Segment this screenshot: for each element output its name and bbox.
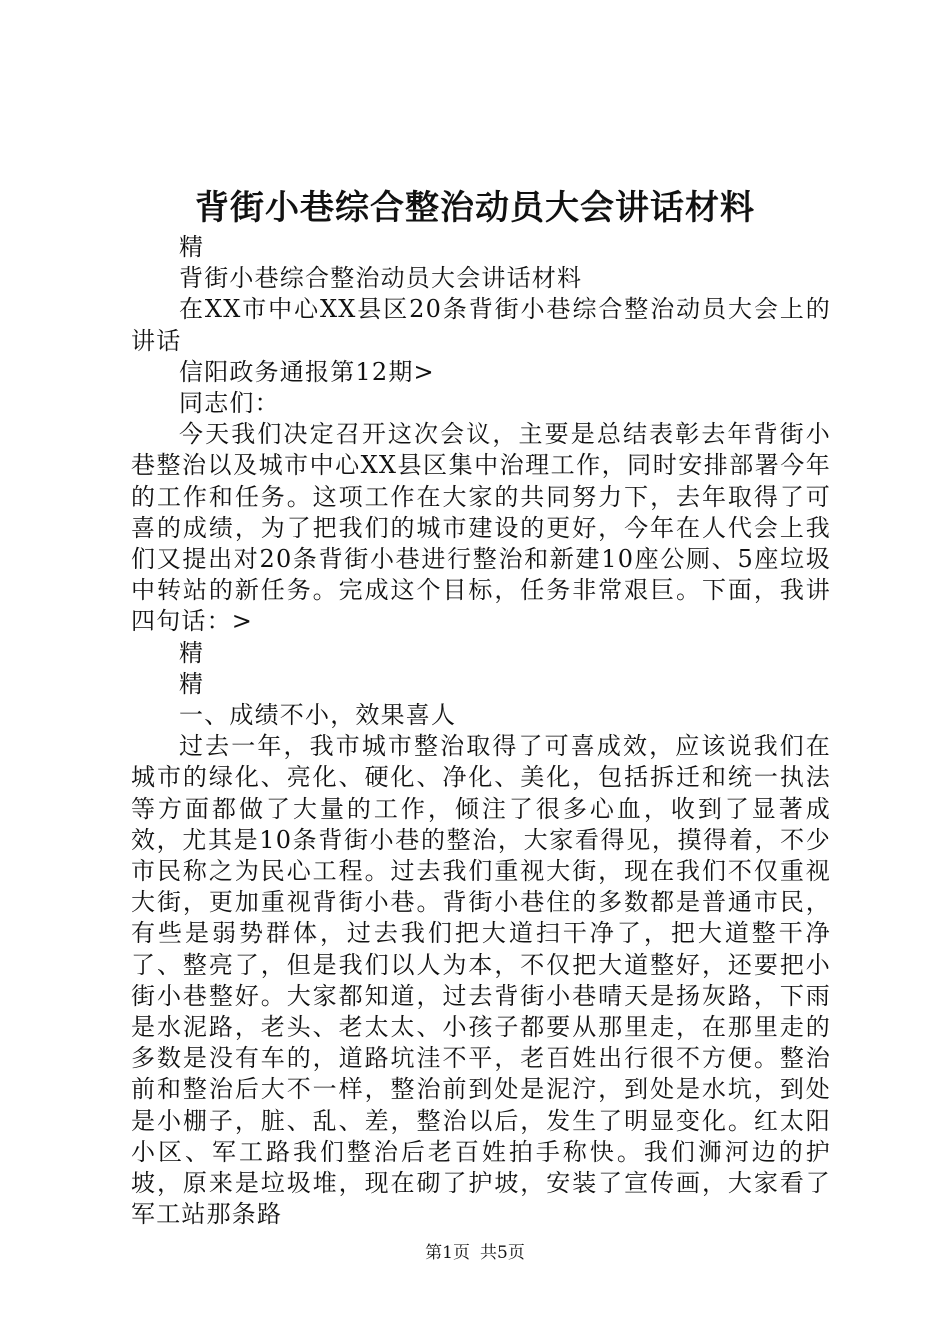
paragraph: 信阳政务通报第12期>	[179, 357, 435, 386]
page-number: 第1页	[425, 1243, 470, 1263]
paragraph: 同志们：	[179, 389, 280, 418]
page-footer	[0, 1238, 950, 1268]
paragraph: 精	[179, 233, 205, 261]
paragraph: 在XX市中心XX县区20条背街小巷综合整治动员大会上的讲话	[131, 295, 831, 355]
page-total: 共5页	[480, 1243, 525, 1263]
document-body	[131, 232, 831, 1231]
paragraph: 精	[179, 638, 205, 667]
section-heading: 一、成绩不小，效果喜人	[179, 701, 457, 730]
document-title: 背街小巷综合整治动员大会讲话材料	[195, 188, 755, 228]
paragraph: 背街小巷综合整治动员大会讲话材料	[179, 264, 583, 293]
paragraph: 精	[179, 669, 205, 698]
paragraph: 过去一年，我市城市整治取得了可喜成效，应该说我们在城市的绿化、亮化、硬化、净化、美化，包括拆迁和统一执法等方面都做了大量的工作，倾注了很多心血，收到了显著成效，尤其是10条背街小巷的整治，大家看得见，摸得着，不少市民称之为民心工程。过去我们重视大街，现在我们不仅重视大街，更加重视背街小巷。背街小巷住的多数都是普通市民，有些是弱势群体，过去我们把大道扫干净了，把大道整干净了、整亮了，但是我们以人为本，不仅把大道整好，还要把小街小巷整好。大家都知道，过去背街小巷晴天是扬灰路，下雨是水泥路，老头、老太太、小孩子都要从那里走，在那里走的多数是没有车的，道路坑洼不平，老百姓出行很不方便。整治前和整治后大不一样，整治前到处是泥泞，到处是水坑，到处是小棚子，脏、乱、差，整治以后，发生了明显变化。红太阳小区、军工路我们整治后老百姓拍手称快。我们浉河边的护坡，原来是垃圾堆，现在砌了护坡，安装了宣传画，大家看了军工站那条路	[131, 732, 831, 1229]
paragraph: 今天我们决定召开这次会议，主要是总结表彰去年背街小巷整治以及城市中心XX县区集中治理工作，同时安排部署今年的工作和任务。这项工作在大家的共同努力下，去年取得了可喜的成绩，为了把我们的城市建设的更好，今年在人代会上我们又提出对20条背街小巷进行整治和新建10座公厕、5座垃圾中转站的新任务。完成这个目标，任务非常艰巨。下面，我讲四句话：>	[131, 420, 831, 636]
